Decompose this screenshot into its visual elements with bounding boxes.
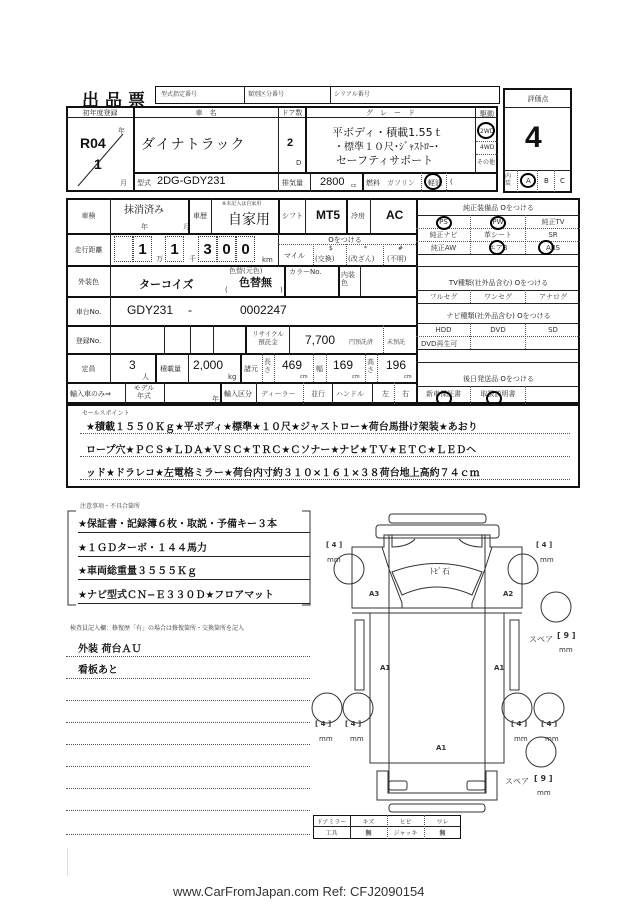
spare-tire-1 bbox=[541, 592, 571, 622]
mileage-digit-1 bbox=[114, 236, 133, 262]
paren-open: ( bbox=[225, 286, 228, 294]
tire-front-right-value: 4 bbox=[541, 541, 547, 549]
equip-sr[interactable]: SR bbox=[548, 231, 558, 239]
interior-score-label: 内装 bbox=[505, 173, 512, 187]
navi-hdd[interactable]: HDD bbox=[435, 326, 452, 334]
bottom-header-2: キズ bbox=[362, 818, 375, 826]
fuel-gasoline[interactable]: ガソリン bbox=[387, 179, 415, 187]
interior-grade-a[interactable]: A bbox=[526, 177, 531, 185]
color-change-label: 色替(元色) bbox=[229, 267, 263, 275]
bed-outline bbox=[370, 613, 504, 763]
navi-title: ナビ種類(社外品含む) Oをつける bbox=[446, 312, 551, 320]
class-number-label: 類別区分番号 bbox=[248, 91, 285, 98]
tire-rear-right-outer-unit: mm bbox=[545, 735, 559, 743]
navi-dvd-playback[interactable]: DVD再生可 bbox=[421, 340, 458, 348]
width-value: 169 bbox=[333, 358, 354, 372]
car-name-label: 車 名 bbox=[195, 109, 217, 117]
grade-label: グ レ ー ド bbox=[366, 109, 415, 117]
tv-title: TV種類(社外品含む) Oをつける bbox=[448, 279, 549, 287]
history-value: 自家用 bbox=[228, 212, 270, 228]
note-line-1: ★保証書・記録簿６枚・取説・予備キー３本 bbox=[78, 519, 277, 530]
equip-pw-circle bbox=[490, 216, 506, 230]
fuel-selected-circle bbox=[424, 173, 442, 190]
load-unit: kg bbox=[228, 373, 237, 381]
damage-a1-rear: A1 bbox=[436, 744, 447, 752]
tv-oneseg[interactable]: ワンセグ bbox=[484, 293, 512, 301]
rear-right-inner-tire bbox=[502, 693, 532, 723]
rear-right-outer-tire bbox=[534, 693, 564, 723]
equip-abs-circle bbox=[538, 240, 554, 255]
tire-front-right: [ 4 ] bbox=[536, 541, 553, 549]
model-label: 型式 bbox=[137, 179, 151, 187]
tire-front-left: [ 4 ] bbox=[326, 541, 343, 549]
inspection-year-unit: 年 bbox=[141, 223, 148, 231]
bottom-value-4: 無 bbox=[439, 830, 446, 837]
equip-leather[interactable]: 革シート bbox=[484, 231, 512, 239]
car-name: ダイナトラック bbox=[141, 137, 246, 153]
color-no-label: カラーNo. bbox=[289, 268, 322, 276]
tire-front-left-value: 4 bbox=[331, 541, 337, 549]
bottom-value-2: 無 bbox=[365, 830, 372, 837]
mileage-digit-2: 1 bbox=[133, 236, 152, 262]
fuel-label: 燃料 bbox=[366, 179, 380, 187]
mileage-opt1-symbol: $ bbox=[329, 245, 333, 252]
equip-navi[interactable]: 純正ナビ bbox=[429, 231, 458, 239]
inspection-value: 抹消済み bbox=[124, 205, 164, 216]
drive-label: 駆動 bbox=[480, 110, 494, 118]
interior-grade-b[interactable]: B bbox=[544, 177, 549, 185]
spare-2-value: 9 bbox=[540, 774, 547, 783]
fuel-other[interactable]: ( bbox=[450, 178, 453, 186]
later-warranty[interactable]: 新車保証書 bbox=[426, 390, 461, 398]
history-note: ※未記入は自家用 bbox=[222, 201, 262, 207]
grade-line-2: ・標準１０尺･ｼﾞｬｽﾄﾛｰ･ bbox=[334, 142, 439, 153]
mileage-label: 走行距離 bbox=[74, 246, 103, 254]
shift-value: MT5 bbox=[316, 208, 340, 222]
damage-a3: A3 bbox=[369, 590, 380, 598]
sales-points-label: セールスポイント bbox=[82, 410, 130, 417]
tire-front-right-unit: mm bbox=[540, 556, 554, 564]
first-registration-month: 1 bbox=[94, 156, 102, 172]
tv-analog[interactable]: アナログ bbox=[539, 293, 567, 301]
tire-rear-right-outer: [ 4 ] bbox=[541, 720, 558, 728]
width-unit: cm bbox=[352, 374, 360, 380]
rear-step bbox=[389, 804, 485, 812]
front-bumper bbox=[389, 514, 486, 523]
import-parallel[interactable]: 並行 bbox=[311, 390, 325, 398]
front-grille bbox=[376, 525, 499, 538]
grade-line-3: セーフティサポート bbox=[336, 154, 434, 167]
month-unit: 月 bbox=[120, 179, 127, 187]
tire-rear-right-inner-value: 4 bbox=[516, 720, 522, 728]
inspection-month-unit: 月 bbox=[183, 223, 190, 231]
bottom-header-1: ドアミラー bbox=[316, 818, 347, 826]
import-class-label: 輸入区分 bbox=[224, 390, 252, 398]
mileage-opt1[interactable]: (交換) bbox=[315, 255, 335, 263]
history-label: 車歴 bbox=[193, 212, 207, 220]
equipment-title: 純正装備品 Oをつける bbox=[463, 204, 534, 212]
tire-rear-right-inner-unit: mm bbox=[514, 735, 528, 743]
scan-edge-mark bbox=[67, 848, 68, 876]
tire-rear-left-outer-value: 4 bbox=[320, 720, 326, 728]
spare-2: [ 9 ] bbox=[534, 774, 553, 783]
capacity-value: 3 bbox=[129, 358, 136, 372]
spare-2-label: スペア bbox=[505, 777, 529, 786]
equip-airbag[interactable]: エアB bbox=[488, 244, 508, 252]
inspector-label: 検査員記入欄：修復歴「有」の場合は修復箇所・交換箇所を記入 bbox=[70, 625, 245, 632]
equip-tv[interactable]: 純正TV bbox=[541, 218, 565, 226]
score-label: 評価点 bbox=[527, 95, 549, 103]
height-unit: cm bbox=[404, 374, 412, 380]
spare-1-value: 9 bbox=[563, 631, 570, 640]
note-line-2: ★１ＧＤターボ・１４４馬力 bbox=[78, 543, 207, 554]
first-registration-label: 初年度登録 bbox=[82, 109, 118, 117]
handle-left[interactable]: 左 bbox=[382, 390, 389, 398]
drive-2wd[interactable]: 2WD bbox=[480, 128, 495, 135]
tire-rear-right-outer-value: 4 bbox=[546, 720, 552, 728]
drive-other[interactable]: その他 bbox=[477, 159, 496, 166]
equip-airbag-circle bbox=[489, 240, 505, 255]
mileage-opt3[interactable]: (不明) bbox=[387, 255, 407, 263]
mileage-digit-4: 3 bbox=[198, 236, 217, 262]
mileage-opt2-symbol: * bbox=[364, 245, 367, 252]
aircon-label: 冷房 bbox=[351, 212, 365, 220]
displacement-label: 排気量 bbox=[282, 179, 303, 187]
type-designation-label: 型式指定番号 bbox=[161, 91, 198, 98]
tire-rear-left-inner-value: 4 bbox=[350, 720, 356, 728]
spare-1-unit: mm bbox=[559, 646, 573, 654]
inspection-label: 車検 bbox=[81, 212, 96, 220]
exterior-color-label: 外装色 bbox=[78, 278, 99, 286]
later-manual[interactable]: 取扱説明書 bbox=[480, 390, 516, 398]
equip-abs[interactable]: ABS bbox=[546, 244, 560, 252]
length-unit: cm bbox=[300, 374, 308, 380]
doors-label: ドア数 bbox=[281, 109, 303, 117]
model-value: 2DG-GDY231 bbox=[157, 175, 226, 187]
sales-point-line-2: ロープ穴★ＰＣＳ★ＬＤＡ★ＶＳＣ★ＴＲＣ★Ｃソナー★ナビ★ＴＶ★ＥＴＣ★ＬＥＤヘ bbox=[86, 445, 477, 456]
drive-4wd[interactable]: 4WD bbox=[480, 144, 495, 151]
doors-value: 2 bbox=[287, 137, 294, 149]
rear-left-inner-tire bbox=[343, 693, 373, 723]
damage-a2: A2 bbox=[503, 590, 514, 598]
tire-rear-right-inner: [ 4 ] bbox=[511, 720, 528, 728]
chassis-label: 車台No. bbox=[75, 308, 102, 316]
mileage-man: 万 bbox=[156, 255, 163, 263]
note-line-3: ★車両総重量３５５５Ｋｇ bbox=[78, 566, 197, 577]
interior-color-label: 内装色 bbox=[341, 271, 355, 287]
navi-dvd[interactable]: DVD bbox=[490, 326, 506, 334]
mileage-opt2[interactable]: (改ざん) bbox=[348, 255, 375, 263]
mileage-digit-5: 0 bbox=[217, 236, 236, 262]
inspector-line-1: 外装 荷台ＡＵ bbox=[78, 644, 142, 655]
fuel-diesel[interactable]: 軽油 bbox=[428, 179, 442, 187]
spare-2-unit: mm bbox=[537, 789, 551, 797]
score-value: 4 bbox=[525, 121, 542, 154]
doors-sub: D bbox=[296, 159, 302, 167]
interior-grade-c[interactable]: C bbox=[560, 177, 565, 185]
chassis-dash: - bbox=[188, 303, 192, 317]
recycle-unit: 円預託済 bbox=[349, 339, 374, 346]
displacement-value: 2800 bbox=[320, 176, 345, 188]
load-value: 2,000 bbox=[193, 358, 224, 372]
aircon-value: AC bbox=[386, 208, 404, 222]
mileage-digit-6: 0 bbox=[236, 236, 255, 262]
watermark-ref: www.CarFromJapan.com Ref: CFJ2090154 bbox=[173, 884, 425, 899]
height-label: 高さ bbox=[367, 358, 374, 374]
recycle-value: 7,700 bbox=[305, 333, 336, 347]
mileage-sen: 千 bbox=[189, 255, 196, 263]
interior-selected-circle bbox=[520, 173, 536, 188]
displacement-unit: cc bbox=[351, 183, 357, 189]
tire-front-left-unit: mm bbox=[327, 556, 341, 564]
damage-a1-right: A1 bbox=[494, 664, 505, 672]
tire-rear-left-outer-unit: mm bbox=[319, 735, 333, 743]
color-change-value: 色替無 bbox=[239, 276, 272, 289]
capacity-label: 定員 bbox=[81, 365, 96, 373]
windshield-label: ﾄﾋﾞ石 bbox=[430, 567, 450, 576]
paren-close: ) bbox=[280, 286, 283, 294]
right-gate-rail bbox=[510, 620, 519, 690]
left-gate-rail bbox=[355, 620, 364, 690]
year-unit: 年 bbox=[118, 127, 125, 135]
mileage-opt3-symbol: # bbox=[398, 245, 404, 252]
registration-label: 登録No. bbox=[75, 337, 102, 345]
mileage-unit: km bbox=[262, 256, 273, 264]
front-right-tire bbox=[508, 554, 538, 584]
height-value: 196 bbox=[386, 358, 407, 372]
bottom-header-3: ヒビ bbox=[399, 818, 412, 826]
bottom-value-1: 工具 bbox=[325, 830, 338, 837]
tire-rear-left-inner-unit: mm bbox=[350, 735, 364, 743]
spare-1-label: スペア bbox=[529, 635, 553, 644]
bottom-header-4: ワレ bbox=[436, 818, 449, 826]
drive-selected-circle bbox=[477, 122, 495, 139]
note-line-4: ★ナビ型式ＣＮ−Ｅ３３０Ｄ★フロアマット bbox=[78, 590, 274, 601]
handle-label: ハンドル bbox=[336, 390, 364, 398]
width-label: 幅 bbox=[316, 365, 323, 373]
recycle-label: リサイクル預託金 bbox=[252, 330, 284, 346]
equip-ps-circle bbox=[436, 216, 452, 230]
equip-aw[interactable]: 純正AW bbox=[430, 244, 457, 252]
rear-left-outer-tire bbox=[312, 693, 342, 723]
equip-ps[interactable]: PS bbox=[439, 218, 448, 226]
length-label: 長さ bbox=[264, 358, 271, 374]
sales-point-line-3: ッド★ドラレコ★左電格ミラー★荷台内寸約３１０×１６１×３８荷台地上高約７４ｃｍ bbox=[86, 468, 480, 479]
rear-bumper bbox=[377, 771, 497, 800]
tv-section-spacer bbox=[417, 255, 580, 265]
capacity-unit: 人 bbox=[142, 373, 149, 381]
tire-rear-left-outer: [ 4 ] bbox=[315, 720, 332, 728]
bottom-value-3: ジャッキ bbox=[393, 830, 418, 837]
mileage-digit-3: 1 bbox=[165, 236, 184, 262]
sales-point-line-1: ★積載１５５０Ｋｇ★平ボディ★標準★１０尺★ジャストロー★荷台馬掛け架装★あおり bbox=[86, 422, 478, 433]
chassis-prefix: GDY231 bbox=[127, 303, 174, 317]
first-registration-year: R04 bbox=[80, 135, 106, 151]
notes-label: 注意事項・不具合箇所 bbox=[80, 503, 141, 510]
import-label: 輸入車のみ⇒ bbox=[70, 390, 111, 398]
spare-1: [ 9 ] bbox=[557, 631, 576, 640]
import-dealer[interactable]: ディーラー bbox=[261, 390, 296, 398]
chassis-number: 0002247 bbox=[240, 303, 287, 317]
tire-rear-left-inner: [ 4 ] bbox=[345, 720, 362, 728]
equip-pw[interactable]: PW bbox=[492, 218, 504, 226]
inspector-line-2: 看板あと bbox=[78, 665, 118, 676]
header-number-strip bbox=[155, 86, 500, 104]
dimensions-label: 諸元 bbox=[244, 365, 258, 373]
damage-a1-left: A1 bbox=[380, 664, 391, 672]
load-label: 積載量 bbox=[160, 365, 181, 373]
recycle-unpaid[interactable]: 未預託 bbox=[387, 339, 406, 346]
model-year-unit: 年 bbox=[212, 395, 219, 403]
grade-line-1: 平ボディ・積載1.55ｔ bbox=[332, 126, 444, 139]
serial-number-label: シリアル番号 bbox=[334, 91, 370, 98]
tv-fullseg[interactable]: フルセグ bbox=[429, 293, 458, 301]
later-title: 後日発送品 Oをつける bbox=[463, 375, 534, 383]
shift-label: シフト bbox=[282, 212, 303, 220]
length-value: 469 bbox=[282, 358, 303, 372]
handle-right[interactable]: 右 bbox=[402, 390, 409, 398]
navi-sd[interactable]: SD bbox=[548, 326, 558, 334]
page-title: 出品票 bbox=[82, 91, 151, 111]
exterior-color-value: ターコイズ bbox=[139, 278, 194, 291]
mileage-mile[interactable]: マイル bbox=[284, 252, 305, 260]
model-year-label: モデル年式 bbox=[133, 384, 155, 400]
mileage-circle-note: Oをつける bbox=[328, 236, 362, 244]
